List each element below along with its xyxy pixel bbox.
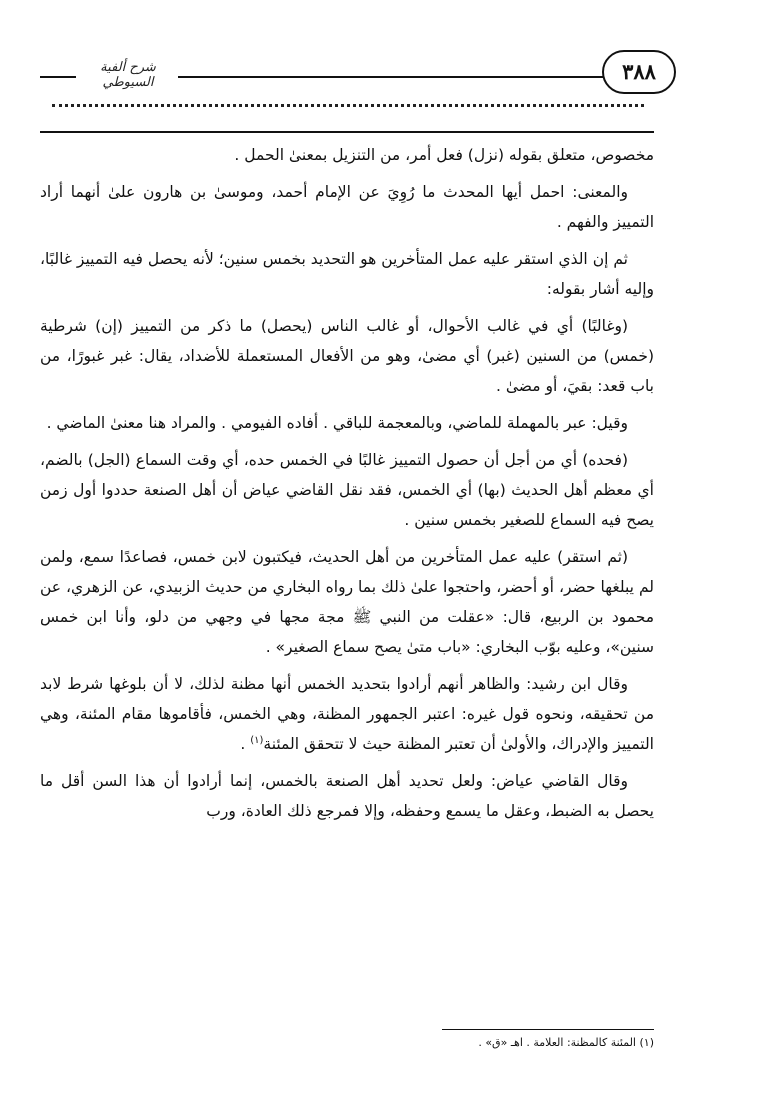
paragraph: والمعنى: احمل أيها المحدث ما رُوِيَ عن الإمام أحمد، وموسىٰ بن هارون علىٰ أنهما أراد التمييز والفهم .	[40, 183, 654, 231]
footnote-reference[interactable]: (١)	[250, 734, 264, 746]
top-rule	[40, 131, 654, 133]
footnote-rule	[442, 1029, 654, 1030]
footnote: (١) المئنة كالمظنة: العلامة . اهـ «ق» .	[478, 1036, 654, 1049]
page-header	[40, 50, 660, 100]
paragraph: وقال ابن رشيد: والظاهر أنهم أرادوا بتحديد الخمس أنها مظنة لذلك، لا أن بلوغها شرط لابد من تحقيقه، ونحوه قول غيره: اعتبر الجمهور المظنة، وهي الخمس، فأقاموها مقام المئنة، وهي التمييز والإدراك، والأولىٰ أن تعتبر المظنة حيث لا تتحقق المئنة	[40, 675, 654, 753]
page-number: ٣٨٨	[602, 50, 676, 94]
paragraph: (وغالبًا) أي في غالب الأحوال، أو غالب الناس (يحصل) ما ذكر من التمييز (إن) شرطية (خمس) من السنين (غبر) أي مضىٰ، وهو من الأفعال المستعملة للأضداد، يقال: غبر غبورًا، من باب قعد: بقيَ، أو مضىٰ .	[40, 317, 654, 395]
paragraph: (فحده) أي من أجل أن حصول التمييز غالبًا في الخمس حده، أي وقت السماع (الجل) بالضم، أي معظم أهل الحديث (بها) أي الخمس، فقد نقل القاضي عياض أن أهل الصنعة حددوا أول زمن يصح فيه السماع للصغير بخمس سنين .	[40, 451, 654, 529]
header-rule-left	[40, 76, 76, 78]
paragraph: ثم إن الذي استقر عليه عمل المتأخرين هو التحديد بخمس سنين؛ لأنه يحصل فيه التمييز غالبًا، وإليه أشار بقوله:	[40, 250, 654, 298]
paragraph-with-footnote: وقال ابن رشيد: والظاهر أنهم أرادوا بتحديد الخمس أنها مظنة لذلك، لا أن بلوغها شرط لابد من تحقيقه، ونحوه قول غيره: اعتبر الجمهور المظنة، وهي الخمس، فأقاموها مقام المئنة، وهي التمييز والإدراك، والأولىٰ أن تعتبر المظنة حيث لا تتحقق المئنة$^{(١)}$ .	[40, 675, 654, 753]
header-rule	[178, 76, 608, 78]
running-title: شرح ألفية السيوطي	[100, 60, 156, 90]
paragraph: (ثم استقر) عليه عمل المتأخرين من أهل الحديث، فيكتبون لابن خمس، فصاعدًا سمع، ولمن لم يبلغها حضر، أو أحضر، واحتجوا علىٰ ذلك بما رواه البخاري من حديث الزبيدي، عن الزهري، عن محمود بن الربيع، قال: «عقلت من النبي ﷺ مجة مجها في وجهي من دلو، وأنا ابن خمس سنين»، وعليه بوّب البخاري: «باب متىٰ يصح سماع الصغير» .	[40, 548, 654, 656]
paragraph: وقيل: عبر بالمهملة للماضي، وبالمعجمة للباقي . أفاده الفيومي . والمراد هنا معنىٰ الماضي .	[46, 414, 628, 432]
main-text	[40, 140, 654, 833]
dotted-divider	[52, 104, 644, 107]
paragraph: وقال القاضي عياض: ولعل تحديد أهل الصنعة بالخمس، إنما أرادوا أن هذا السن أقل ما يحصل به الضبط، وعقل ما يسمع وحفظه، وإلا فمرجع ذلك العادة، ورب	[40, 772, 654, 820]
paragraph: مخصوص، متعلق بقوله (نزل) فعل أمر، من التنزيل بمعنىٰ الحمل .	[234, 146, 654, 164]
